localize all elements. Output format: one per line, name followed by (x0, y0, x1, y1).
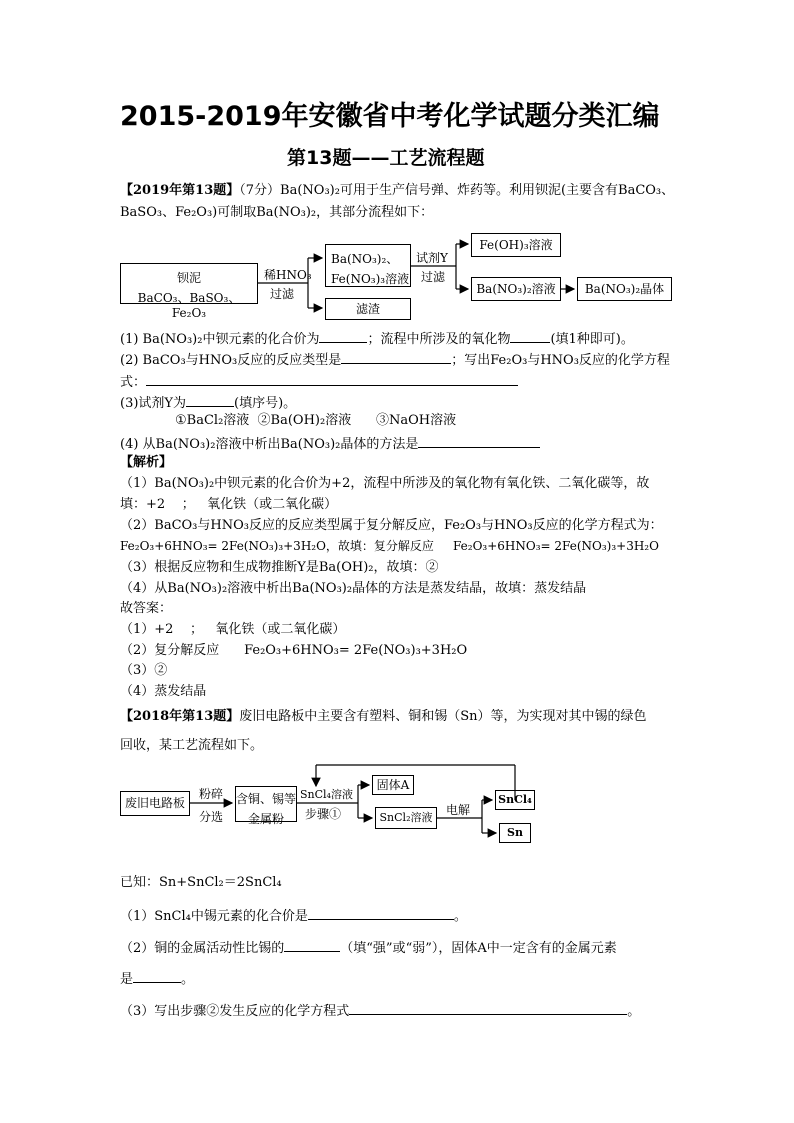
box-residue: 滤渣 (325, 298, 411, 320)
label-step1: 步骤① (305, 807, 342, 821)
q2019-header: 【2019年第13题】 (120, 183, 240, 198)
analysis-2: （2）BaCO₃与HNO₃反应的反应类型属于复分解反应，Fe₂O₃与HNO₃反应的化学方程式为： (120, 518, 663, 533)
q2018-q3-end: 。 (627, 1004, 641, 1019)
q2018-q3: （3）写出步骤②发生反应的化学方程式 (120, 1004, 350, 1019)
q2019-q2c: 式： (120, 375, 147, 390)
q2019-q2b: ；写出Fe₂O₃与HNO₃反应的化学方程 (451, 353, 670, 368)
answer-blank[interactable] (349, 1002, 627, 1015)
box-metal-powder-line1: 含铜、锡等 (236, 792, 297, 806)
step-crush: 粉碎 (199, 787, 224, 801)
q2018-intro2: 回收，某工艺流程如下。 (120, 738, 264, 753)
box-sn-product: Sn (499, 823, 531, 843)
answer-blank[interactable] (133, 970, 181, 983)
q2018-sub3 (120, 1002, 640, 1018)
q2019-q3: (3)试剂Y为 (120, 396, 186, 411)
answer-blank[interactable] (284, 939, 340, 952)
box-solid-a: 固体A (372, 775, 414, 795)
q2019-q2: (2) BaCO₃与HNO₃反应的反应类型是 (120, 353, 342, 368)
q2019-intro1: （7分）Ba(NO₃)₂可用于生产信号弹、炸药等。利用钡泥(主要含有BaCO₃、 (239, 183, 675, 198)
answer-1: （1）+2 ； 氧化铁（或二氧化碳） (120, 622, 346, 637)
q2018-sub1 (120, 907, 467, 923)
analysis-header: 【解析】 (120, 455, 173, 470)
q2018-q2b: （填“强”或“弱”），固体A中一定含有的金属元素 (340, 941, 617, 956)
step2-reagent: 试剂Y (416, 251, 448, 265)
q2019-q1b: ；流程中所涉及的氧化物 (367, 332, 511, 347)
label-sncl4-solution: SnCl₄溶液 (300, 788, 353, 801)
box-sncl4-product: SnCl₄ (495, 790, 535, 810)
box-metal-powder (235, 786, 297, 826)
page-title: 2015-2019年安徽省中考化学试题分类汇编 (120, 101, 660, 132)
q2018-header: 【2018年第13题】 (120, 709, 240, 724)
q2019-q4: (4) 从Ba(NO₃)₂溶液中析出Ba(NO₃)₂晶体的方法是 (120, 437, 419, 452)
q2018-sub2-cont (120, 970, 194, 986)
answer-2: （2）复分解反应 Fe₂O₃+6HNO₃= 2Fe(NO₃)₃+3H₂O (120, 643, 468, 658)
q2018-sub2 (120, 939, 617, 955)
box-bano3-crystal: Ba(NO₃)₂晶体 (577, 277, 672, 301)
box-feoh3: Fe(OH)₃溶液 (471, 233, 561, 257)
analysis-2b: Fe₂O₃+6HNO₃= 2Fe(NO₃)₃+3H₂O，故填：复分解反应 Fe₂O₃+6HNO₃= 2Fe(NO₃)₃+3H₂O (120, 539, 659, 553)
q2018-q1: （1）SnCl₄中锡元素的化合价是 (120, 909, 308, 924)
analysis-1b: 填：+2 ； 氧化铁（或二氧化碳） (120, 497, 338, 512)
step2-operation: 过滤 (421, 270, 446, 284)
q2018-q2: （2）铜的金属活动性比锡的 (120, 941, 285, 956)
analysis-4: （4）从Ba(NO₃)₂溶液中析出Ba(NO₃)₂晶体的方法是蒸发结晶，故填：蒸发结晶 (120, 581, 587, 596)
box-mixed-solution-line2: Fe(NO₃)₃溶液 (331, 272, 410, 286)
q2018-q2c-end: 。 (181, 972, 195, 987)
q2019-q1c: (填1种即可)。 (550, 332, 634, 347)
step1-reagent: 稀HNO₃ (264, 268, 312, 282)
box-mixed-solution-line1: Ba(NO₃)₂、 (331, 252, 399, 266)
box-barium-mud-contents: BaCO₃、BaSO₃、Fe₂O₃ (137, 291, 241, 320)
step1-operation: 过滤 (270, 287, 295, 301)
box-waste-board: 废旧电路板 (120, 791, 190, 816)
q2019-q1: (1) Ba(NO₃)₂中钡元素的化合价为 (120, 332, 320, 347)
answer-3: （3）② (120, 663, 168, 678)
analysis-1: （1）Ba(NO₃)₂中钡元素的化合价为+2，流程中所涉及的氧化物有氧化铁、二氧化碳等，故 (120, 476, 650, 491)
q2019-options: ①BaCl₂溶液 ②Ba(OH)₂溶液 ③NaOH溶液 (175, 413, 457, 428)
q2019-intro2: BaSO₃、Fe₂O₃)可制取Ba(NO₃)₂，其部分流程如下： (120, 205, 434, 220)
answer-4: （4）蒸发结晶 (120, 684, 207, 699)
q2018-q2c: 是 (120, 972, 134, 987)
box-bano3-solution: Ba(NO₃)₂溶液 (471, 277, 561, 301)
step-electrolysis: 电解 (446, 803, 471, 817)
box-sncl2-solution: SnCl₂溶液 (375, 807, 437, 829)
q2018-known: 已知：Sn+SnCl₂＝2SnCl₄ (120, 875, 282, 890)
q2019-q3b: (填序号)。 (234, 396, 297, 411)
box-barium-mud-title: 钡泥 (176, 271, 201, 285)
step-separate: 分选 (199, 810, 224, 824)
answer-blank[interactable] (308, 907, 454, 920)
answer-header: 故答案： (120, 601, 173, 616)
box-metal-powder-line2: 金属粉 (247, 812, 284, 826)
q2018-q1-end: 。 (453, 909, 467, 924)
page-subtitle: 第13题——工艺流程题 (287, 147, 485, 169)
analysis-3: （3）根据反应物和生成物推断Y是Ba(OH)₂，故填：② (120, 560, 439, 575)
q2018-intro1: 废旧电路板中主要含有塑料、铜和锡（Sn）等，为实现对其中锡的绿色 (239, 709, 647, 724)
